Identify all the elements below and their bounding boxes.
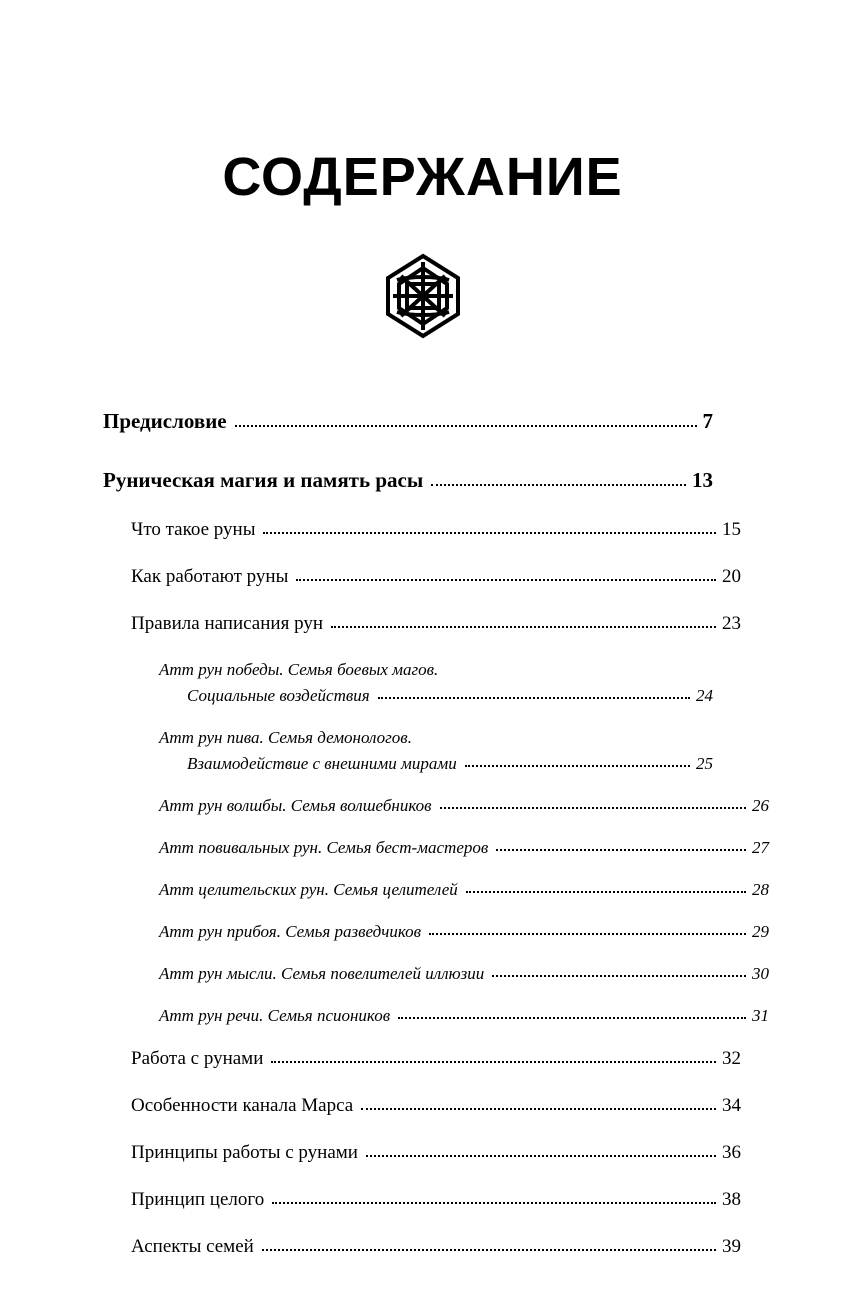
toc-entry-principle-of-whole[interactable] xyxy=(131,1189,741,1211)
toc-entry-label: Что такое руны xyxy=(131,519,256,540)
leader-dots xyxy=(271,1060,716,1063)
toc-entry-page: 36 xyxy=(722,1142,741,1163)
toc-entry-page: 20 xyxy=(722,566,741,587)
toc-entry-mars-channel[interactable] xyxy=(131,1095,741,1117)
leader-dots xyxy=(361,1107,716,1110)
toc-entry-label: Атт рун речи. Семья псиоников xyxy=(159,1006,391,1025)
toc-entry-label: Атт повивальных рун. Семья бест-мастеров xyxy=(159,838,489,857)
toc-entry-page: 25 xyxy=(696,754,713,773)
toc-entry-page: 23 xyxy=(722,613,741,634)
toc-entry-att-healing[interactable] xyxy=(159,880,769,900)
leader-dots xyxy=(465,764,690,767)
table-of-contents xyxy=(103,409,769,1258)
toc-entry-att-midwife[interactable] xyxy=(159,838,769,858)
leader-dots xyxy=(331,625,716,628)
leader-dots xyxy=(466,890,746,893)
leader-dots xyxy=(429,932,746,935)
toc-entry-page: 27 xyxy=(752,838,769,857)
toc-entry-label: Атт рун волшбы. Семья волшебников xyxy=(159,796,432,815)
toc-entry-page: 34 xyxy=(722,1095,741,1116)
leader-dots xyxy=(262,1248,716,1251)
toc-entry-label: Принцип целого xyxy=(131,1189,265,1210)
toc-entry-page: 29 xyxy=(752,922,769,941)
toc-entry-principles-of-work[interactable] xyxy=(131,1142,741,1164)
toc-entry-att-thought[interactable] xyxy=(159,964,769,984)
toc-entry-label: Аспекты семей xyxy=(131,1236,254,1257)
toc-entry-att-surf[interactable] xyxy=(159,922,769,942)
toc-entry-label: Как работают руны xyxy=(131,566,289,587)
toc-entry-page: 32 xyxy=(722,1048,741,1069)
toc-entry-att-speech[interactable] xyxy=(159,1006,769,1026)
toc-entry-label: Работа с рунами xyxy=(131,1048,264,1069)
leader-dots xyxy=(366,1154,716,1157)
toc-entry-att-sorcery[interactable] xyxy=(159,796,769,816)
toc-entry-att-victory[interactable] xyxy=(159,660,713,706)
toc-entry-working-with-runes[interactable] xyxy=(131,1048,741,1070)
toc-entry-page: 24 xyxy=(696,686,713,705)
toc-entry-how-runes-work[interactable] xyxy=(131,566,741,588)
leader-dots xyxy=(235,424,697,427)
toc-entry-label: Правила написания рун xyxy=(131,613,323,634)
leader-dots xyxy=(398,1016,746,1019)
toc-entry-runic-magic[interactable] xyxy=(103,468,713,493)
leader-dots xyxy=(263,531,716,534)
toc-entry-label: Предисловие xyxy=(103,409,227,433)
leader-dots xyxy=(431,483,686,486)
leader-dots xyxy=(272,1201,716,1204)
ornament-container xyxy=(0,246,845,351)
toc-entry-page: 39 xyxy=(722,1236,741,1257)
toc-entry-page: 15 xyxy=(722,519,741,540)
leader-dots xyxy=(378,696,690,699)
toc-entry-page: 26 xyxy=(752,796,769,815)
leader-dots xyxy=(440,806,746,809)
toc-entry-page: 30 xyxy=(752,964,769,983)
toc-entry-label: Атт рун прибоя. Семья разведчиков xyxy=(159,922,422,941)
toc-entry-att-beer[interactable] xyxy=(159,728,713,774)
page-title: СОДЕРЖАНИЕ xyxy=(222,147,623,207)
toc-entry-label-line2: Взаимодействие с внешними мирами xyxy=(187,754,457,773)
toc-entry-label: Атт рун мысли. Семья повелителей иллюзии xyxy=(159,964,485,983)
toc-entry-page: 28 xyxy=(752,880,769,899)
toc-entry-label: Руническая магия и память расы xyxy=(103,468,424,492)
leader-dots xyxy=(296,578,716,581)
toc-entry-label: Особенности канала Марса xyxy=(131,1095,354,1116)
toc-entry-label-line1: Атт рун победы. Семья боевых магов. xyxy=(159,660,439,679)
toc-entry-page: 31 xyxy=(752,1006,769,1025)
toc-entry-label-line1: Атт рун пива. Семья демонологов. xyxy=(159,728,412,747)
toc-entry-label-line2: Социальные воздействия xyxy=(187,686,370,705)
toc-entry-family-aspects[interactable] xyxy=(131,1236,741,1258)
toc-entry-page: 7 xyxy=(702,409,713,433)
toc-entry-label: Атт целительских рун. Семья целителей xyxy=(159,880,458,899)
leader-dots xyxy=(492,974,746,977)
toc-entry-page: 38 xyxy=(722,1189,741,1210)
toc-entry-page: 13 xyxy=(692,468,713,492)
toc-entry-label: Принципы работы с рунами xyxy=(131,1142,358,1163)
leader-dots xyxy=(496,848,746,851)
toc-entry-what-are-runes[interactable] xyxy=(131,519,741,541)
celtic-knot-ornament-icon xyxy=(363,246,483,351)
toc-entry-preface[interactable] xyxy=(103,409,713,434)
toc-entry-rules-of-writing[interactable] xyxy=(131,613,741,635)
